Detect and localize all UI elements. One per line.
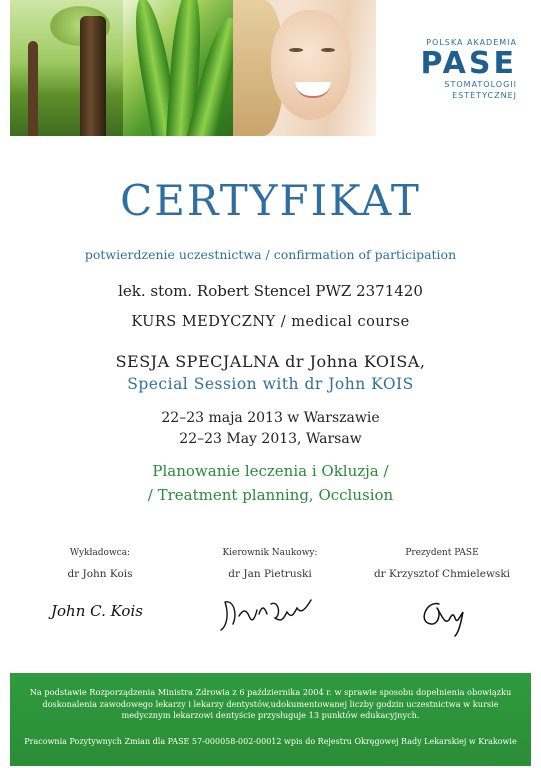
signature-role: Wykładowca: — [69, 548, 131, 558]
logo-line3: ESTETYCZNEJ — [452, 91, 517, 100]
topic-en: / Treatment planning, Occlusion — [147, 486, 394, 504]
forest-image — [10, 0, 123, 136]
handwritten-signature-kois — [45, 594, 155, 626]
session-title-en: Special Session with dr John KOIS — [127, 375, 414, 393]
footer-band — [10, 673, 531, 766]
leaves-image — [123, 0, 233, 136]
certificate-subtitle: potwierdzenie uczestnictwa / confirmation of participation — [84, 247, 457, 262]
session-title-pl: SESJA SPECJALNA dr Johna KOISA, — [115, 352, 426, 371]
pase-logo — [407, 38, 517, 101]
logo-line2: STOMATOLOGII — [444, 80, 517, 89]
topic-pl: Planowanie leczenia i Okluzja / — [152, 462, 389, 480]
course-type: KURS MEDYCZNY / medical course — [131, 314, 410, 330]
date-pl: 22–23 maja 2013 w Warszawie — [161, 410, 380, 426]
signature-role: Prezydent PASE — [405, 548, 479, 558]
signature-person: dr Krzysztof Chmielewski — [373, 568, 511, 580]
smiling-woman-image — [233, 0, 376, 136]
participant-name: lek. stom. Robert Stencel PWZ 2371420 — [118, 282, 423, 300]
signature-block-scientific-director — [190, 548, 350, 638]
certificate-title: CERTYFIKAT — [120, 176, 421, 225]
logo-line1: POLSKA AKADEMIA — [426, 38, 517, 47]
signature-role: Kierownik Naukowy: — [222, 548, 318, 558]
svg-text:John C. Kois: John C. Kois — [51, 602, 143, 620]
handwritten-signature-chmielewski — [387, 594, 497, 638]
signature-block-president — [362, 548, 522, 642]
footer-legal-text: Na podstawie Rozporządzenia Ministra Zdrowia z 6 października 2004 r. w sprawie sposobu dopełnienia obowiązku doskonalenia zawodowego lekarzy i lekarzy dentystów,udokumentowanej liczby godzin uczestnictwa w kursie medycznym lekarzowi dentyście przysługuje 13 punktów edukacyjnych. — [29, 687, 512, 720]
signature-block-lecturer — [20, 548, 180, 630]
logo-mark: PASE — [420, 46, 517, 81]
handwritten-signature-pietruski — [215, 594, 325, 634]
signature-person: dr John Kois — [67, 568, 133, 580]
date-en: 22–23 May 2013, Warsaw — [179, 431, 362, 447]
signature-person: dr Jan Pietruski — [228, 568, 312, 580]
header-photo-strip — [10, 0, 376, 136]
footer-registry-text: Pracownia Pozytywnych Zmian dla PASE 57-000058-002-00012 wpis do Rejestru Okręgowej Rady Lekarskiej w Krakowie — [24, 737, 517, 746]
